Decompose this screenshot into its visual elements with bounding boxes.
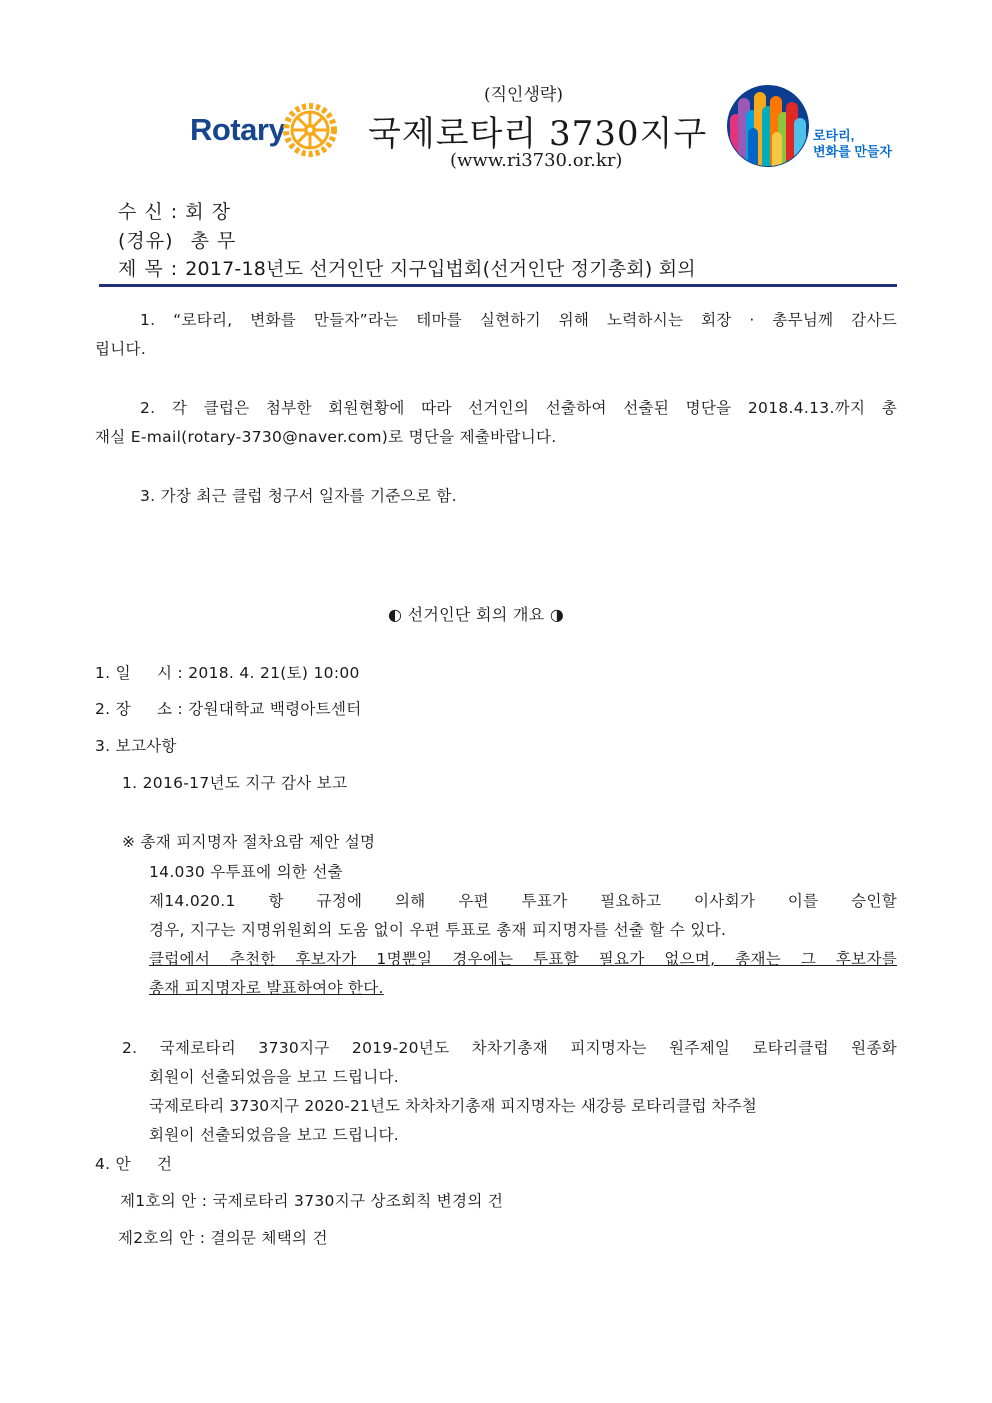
paragraph-2-line-1: 2. 각 클럽은 첨부한 회원현황에 따라 선거인의 선출하여 선출된 명단을 2018.4.13.까지 총 bbox=[140, 399, 897, 417]
note-text-2b: 총재 피지명자로 발표하여야 한다. bbox=[149, 979, 384, 997]
meeting-place: 2. 장 소 : 강원대학교 백령아트센터 bbox=[95, 700, 362, 718]
recipient-value: 회 장 bbox=[185, 201, 231, 223]
theme-slogan-line2: 변화를 만들자 bbox=[813, 144, 892, 159]
paragraph-1-line-1: 1. “로타리, 변화를 만들자”라는 테마를 실현하기 위해 노력하시는 회장 · 총무님께 감사드 bbox=[140, 311, 897, 329]
report-item-2a: 2. 국제로타리 3730지구 2019-20년도 차차기총재 피지명자는 원주제일 로타리클럽 원종화 bbox=[122, 1039, 897, 1057]
subject-value: 2017-18년도 선거인단 지구입법회(선거인단 정기총회) 회의 bbox=[185, 258, 696, 280]
report-item-1: 1. 2016-17년도 지구 감사 보고 bbox=[122, 774, 348, 792]
subject-row bbox=[118, 254, 696, 281]
agenda-item-2: 제2호의 안 : 결의문 체택의 건 bbox=[118, 1229, 328, 1247]
theme-slogan-line1: 로타리, bbox=[813, 128, 855, 143]
agenda-item-1: 제1호의 안 : 국제로타리 3730지구 상조회칙 변경의 건 bbox=[120, 1192, 504, 1210]
seal-omitted-note: (직인생략) bbox=[484, 85, 563, 105]
theme-logo-icon bbox=[726, 84, 810, 168]
agenda-heading: 4. 안 건 bbox=[95, 1155, 173, 1173]
organization-name: 국제로타리 3730지구 bbox=[368, 114, 708, 154]
report-item-2c: 국제로타리 3730지구 2020-21년도 차차차기총재 피지명자는 새강릉 로타리클럽 차주철 bbox=[149, 1097, 757, 1115]
via-row bbox=[118, 226, 236, 253]
via-label: (경유) bbox=[118, 230, 174, 252]
website-url: (www.ri3730.or.kr) bbox=[450, 150, 623, 171]
note-text-1a: 제14.020.1 항 규정에 의해 우편 투표가 필요하고 이사회가 이를 승인할 bbox=[149, 892, 897, 910]
note-text-1b: 경우, 지구는 지명위원회의 도움 없이 우편 투표로 총재 피지명자를 선출 할 수 있다. bbox=[149, 921, 727, 939]
header-divider bbox=[99, 284, 897, 287]
via-value: 총 무 bbox=[190, 230, 237, 252]
paragraph-1-line-2: 립니다. bbox=[95, 340, 147, 358]
note-text-2a: 클럽에서 추천한 후보자가 1명뿐일 경우에는 투표할 필요가 없으며, 총재는 그 후보자를 bbox=[149, 950, 897, 968]
paragraph-2-line-2: 재실 E-mail(rotary-3730@naver.com)로 명단을 제출바랍니다. bbox=[95, 428, 557, 446]
recipient-row bbox=[118, 197, 231, 224]
note-rule: 14.030 우투표에 의한 선출 bbox=[149, 863, 343, 881]
recipient-label: 수 신 : bbox=[118, 201, 179, 223]
report-heading: 3. 보고사항 bbox=[95, 737, 177, 755]
report-item-2b: 회원이 선출되었음을 보고 드립니다. bbox=[149, 1068, 400, 1086]
subject-label: 제 목 : bbox=[118, 258, 179, 280]
report-item-2d: 회원이 선출되었음을 보고 드립니다. bbox=[149, 1126, 400, 1144]
paragraph-3: 3. 가장 최근 클럽 청구서 일자를 기준으로 함. bbox=[140, 487, 457, 505]
note-heading: ※ 총재 피지명자 절차요람 제안 설명 bbox=[122, 833, 376, 851]
rotary-wheel-icon bbox=[282, 102, 338, 158]
overview-title: ◐ 선거인단 회의 개요 ◑ bbox=[388, 605, 565, 624]
meeting-date: 1. 일 시 : 2018. 4. 21(토) 10:00 bbox=[95, 664, 360, 682]
theme-slogan bbox=[813, 128, 892, 160]
rotary-wordmark: Rotary bbox=[190, 112, 286, 147]
